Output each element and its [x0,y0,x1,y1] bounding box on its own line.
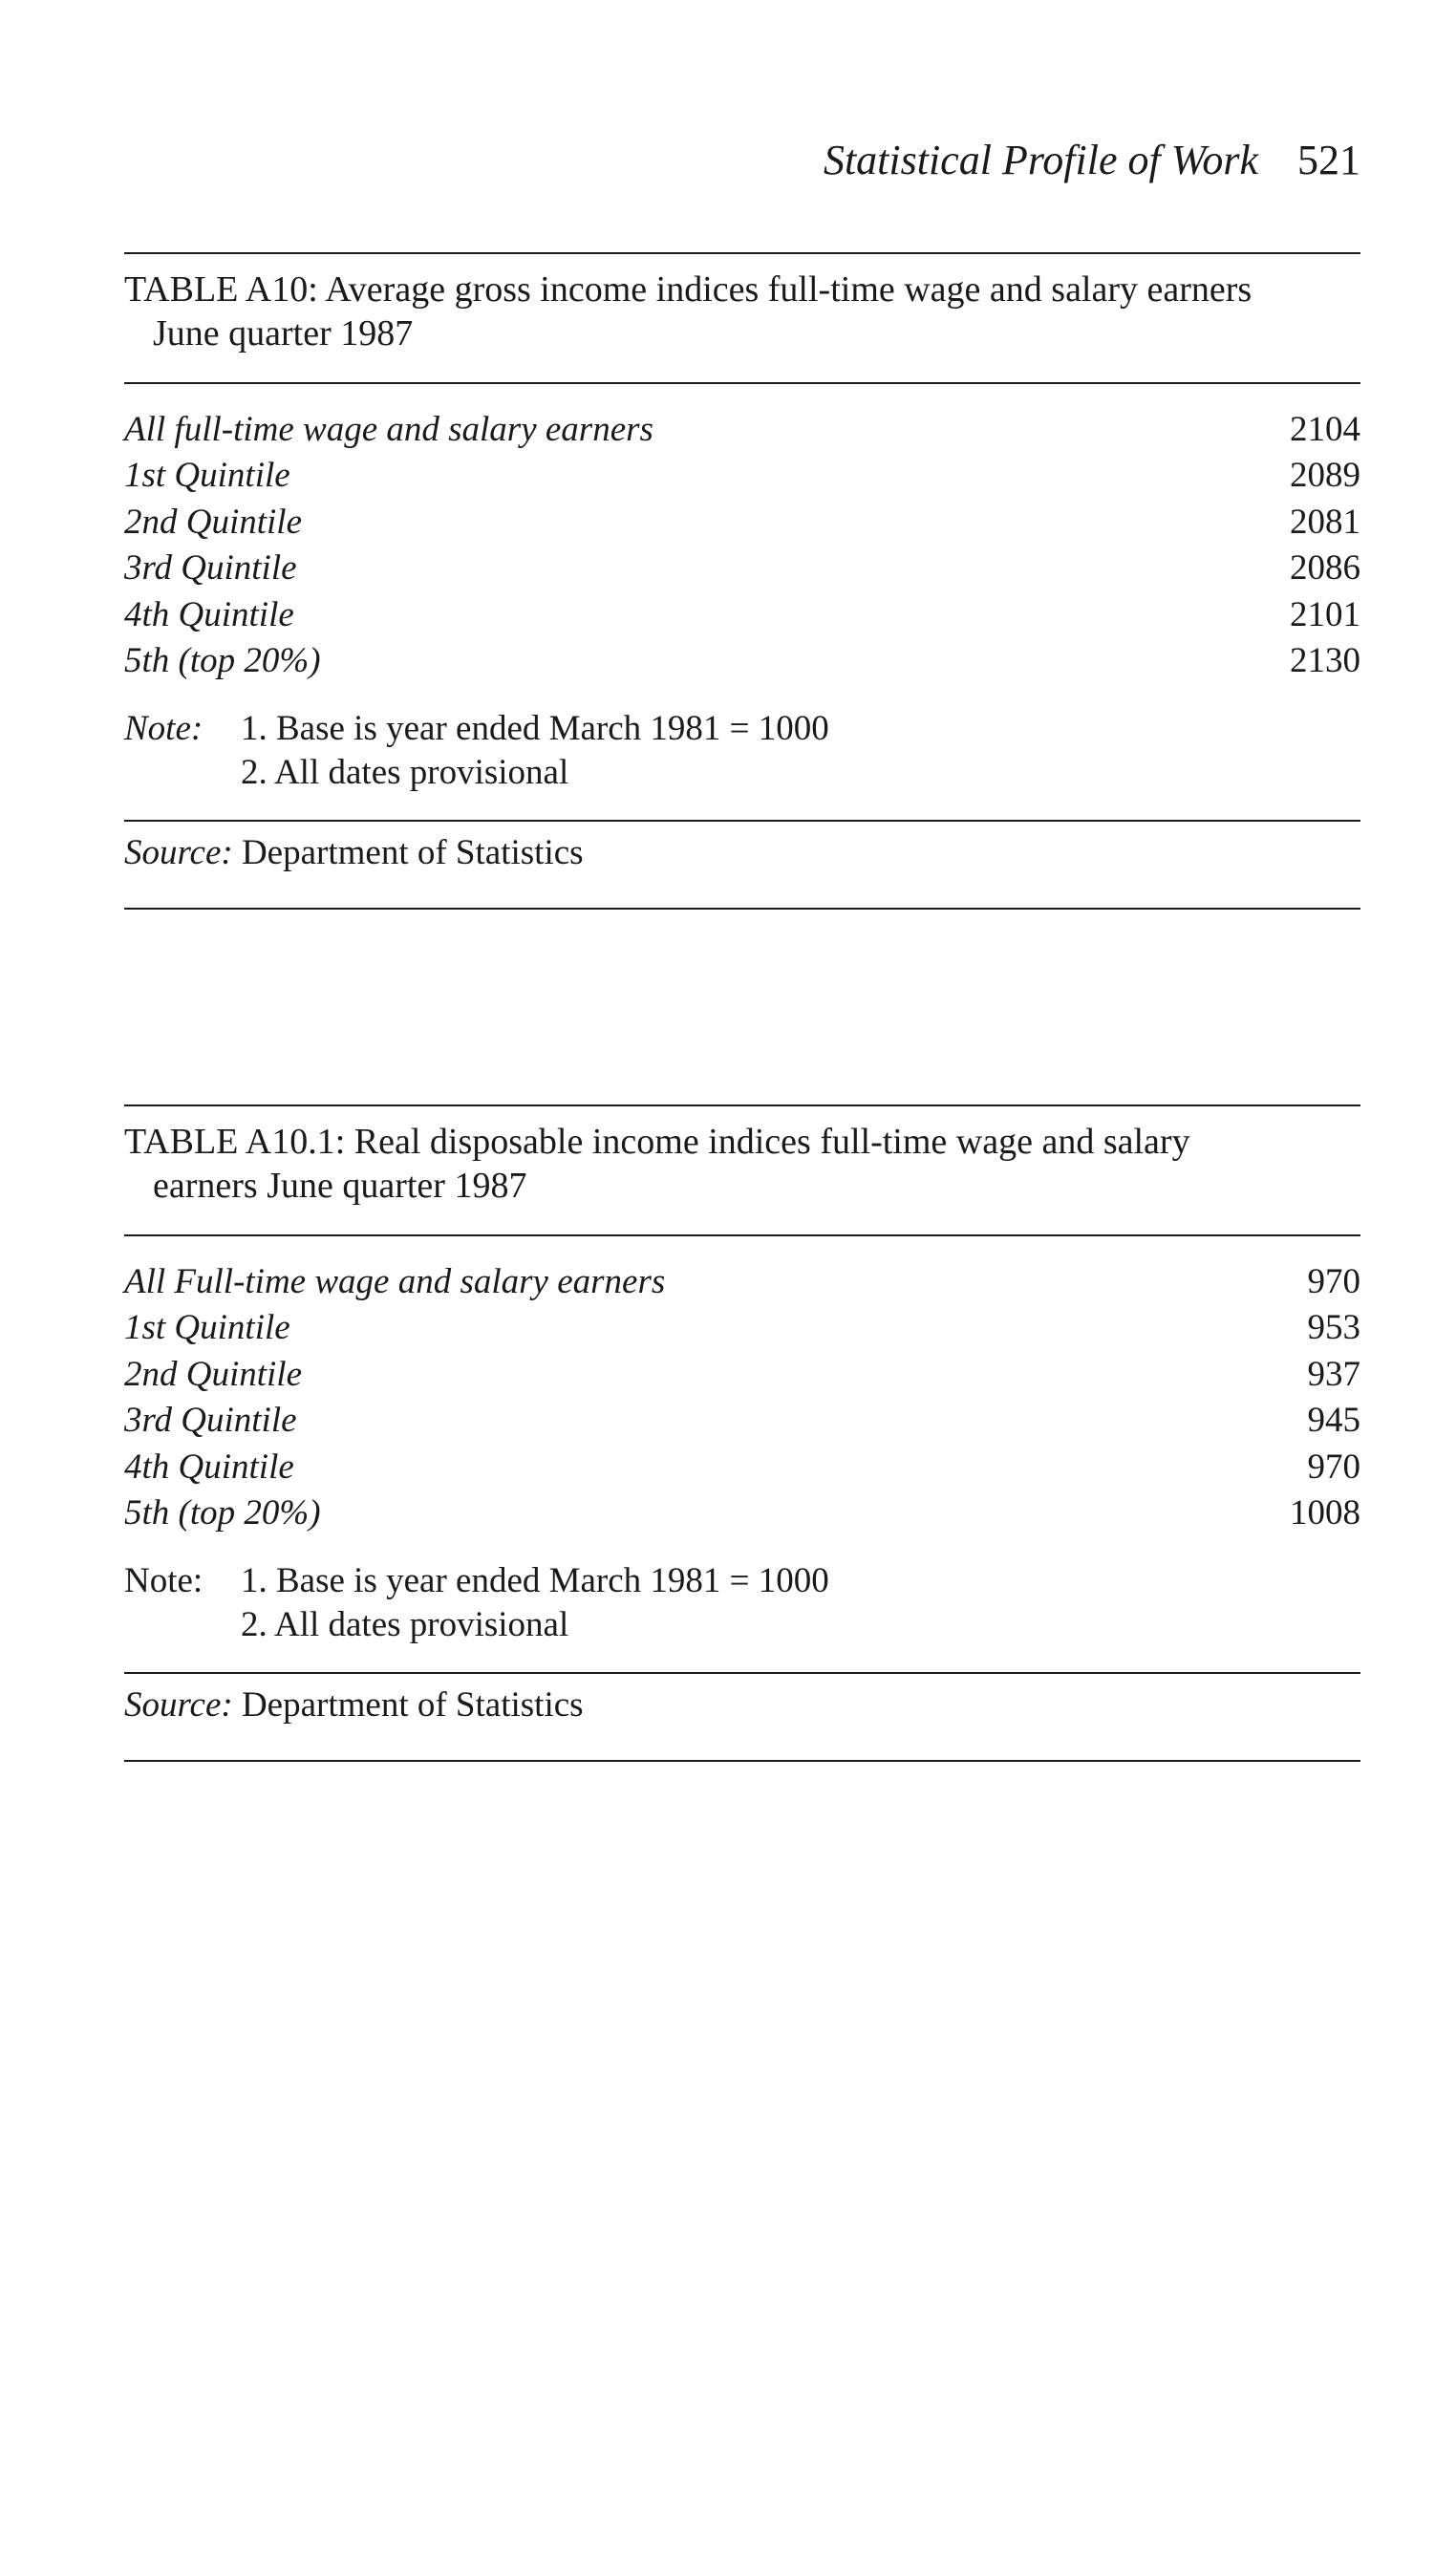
source-label: Source: [124,833,233,873]
row-value: 2086 [1290,548,1360,589]
note-1-text: 1. Base is year ended March 1981 = 1000 [241,1561,829,1601]
table-a10 [124,252,1360,910]
table-caption [124,1106,1360,1234]
table-row [124,1490,1360,1536]
row-label: 4th Quintile [124,1447,294,1487]
row-label: 1st Quintile [124,456,290,496]
table-row [124,592,1360,638]
table-row [124,638,1360,684]
table-row [124,407,1360,453]
caption-line-1: TABLE A10.1: Real disposable income indices full-time wage and salary [124,1122,1190,1162]
table-row [124,500,1360,546]
table-a10-1 [124,1104,1360,1762]
caption-line-2: June quarter 1987 [153,313,414,354]
row-value: 2101 [1290,594,1360,634]
bottom-rule [124,1760,1360,1762]
table-caption [124,254,1360,382]
row-value: 970 [1307,1447,1360,1487]
row-value: 2130 [1290,641,1360,681]
row-value: 2081 [1290,502,1360,542]
row-value: 937 [1307,1354,1360,1394]
row-value: 1008 [1290,1493,1360,1533]
note-label: Note: [124,1561,203,1601]
table-body [124,1236,1360,1542]
note-line-2 [124,751,1360,795]
row-label: 4th Quintile [124,594,294,634]
row-label: All full-time wage and salary earners [124,410,653,449]
row-value: 2104 [1290,410,1360,449]
row-label: 3rd Quintile [124,1401,297,1441]
row-label: 5th (top 20%) [124,641,321,681]
table-row [124,1259,1360,1305]
row-label: All Full-time wage and salary earners [124,1262,666,1301]
table-source [124,1674,1360,1760]
page-number: 521 [1297,137,1360,183]
note-2-text: 2. All dates provisional [241,1605,569,1645]
table-notes [124,690,1360,820]
bottom-rule [124,908,1360,910]
row-value: 945 [1307,1401,1360,1441]
note-label: Note: [124,709,203,749]
table-row [124,1398,1360,1444]
table-row [124,1352,1360,1398]
row-value: 2089 [1290,456,1360,496]
table-body [124,384,1360,690]
row-label: 2nd Quintile [124,502,303,542]
caption-line-1: TABLE A10: Average gross income indices full-time wage and salary earners [124,269,1253,310]
caption-line-2: earners June quarter 1987 [153,1166,527,1206]
note-2-text: 2. All dates provisional [241,753,569,793]
row-label: 1st Quintile [124,1308,290,1348]
row-label: 3rd Quintile [124,548,297,589]
row-label: 2nd Quintile [124,1354,303,1394]
table-notes [124,1542,1360,1672]
source-text: Department of Statistics [232,1685,584,1726]
table-row [124,453,1360,499]
row-value: 970 [1307,1262,1360,1301]
note-line-1 [124,1559,1360,1603]
row-label: 5th (top 20%) [124,1493,321,1533]
running-head [824,134,1360,187]
row-value: 953 [1307,1308,1360,1348]
table-row [124,1305,1360,1351]
table-source [124,822,1360,908]
source-text: Department of Statistics [232,833,584,873]
source-label: Source: [124,1685,233,1726]
note-1-text: 1. Base is year ended March 1981 = 1000 [241,709,829,749]
note-line-1 [124,707,1360,751]
table-row [124,546,1360,591]
table-row [124,1445,1360,1490]
note-line-2 [124,1603,1360,1647]
running-head-title: Statistical Profile of Work [823,137,1258,183]
